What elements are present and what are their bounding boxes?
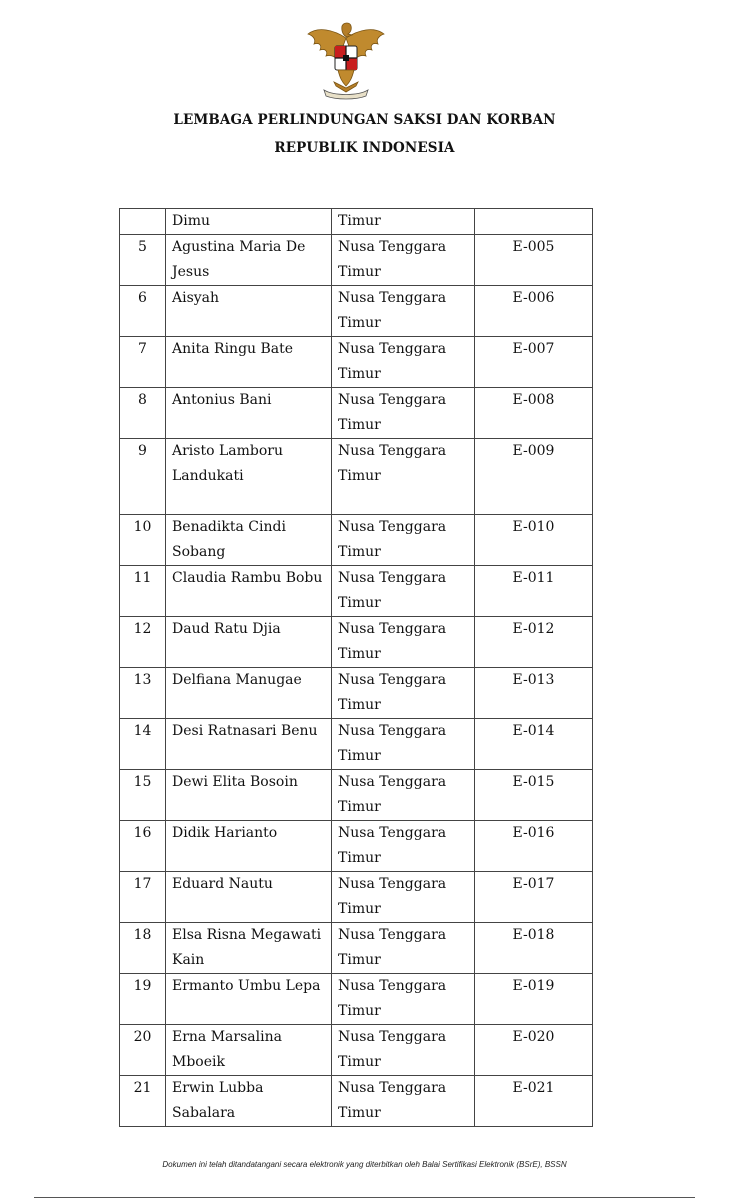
row-code: E-015 — [512, 774, 555, 790]
row-province: Nusa Tenggara Timur — [338, 341, 447, 382]
row-name-cell — [166, 1025, 332, 1076]
row-number: 16 — [133, 825, 152, 841]
row-name-cell — [166, 668, 332, 719]
row-code-cell — [475, 719, 593, 770]
row-number: 12 — [133, 621, 152, 637]
row-number-cell — [120, 515, 166, 566]
row-code-cell — [475, 439, 593, 515]
row-province-cell — [332, 515, 475, 566]
row-province-cell — [332, 668, 475, 719]
row-name: Antonius Bani — [172, 392, 272, 408]
row-number: 20 — [133, 1029, 152, 1045]
row-code: E-009 — [512, 443, 555, 459]
row-province: Nusa Tenggara Timur — [338, 1080, 447, 1121]
row-number: 9 — [138, 443, 147, 459]
row-name: Ermanto Umbu Lepa — [172, 978, 321, 994]
row-number-cell — [120, 821, 166, 872]
row-name: Desi Ratnasari Benu — [172, 723, 318, 739]
row-province-cell — [332, 439, 475, 515]
row-province: Nusa Tenggara Timur — [338, 672, 447, 713]
row-code-cell — [475, 821, 593, 872]
esign-footer-note: Dokumen ini telah ditandatangani secara elektronik yang diterbitkan oleh Balai Sertifikasi Elektronik (BSrE), BSSN — [162, 1160, 567, 1169]
row-name-cell — [166, 770, 332, 821]
row-number: 19 — [133, 978, 152, 994]
row-code-cell — [475, 337, 593, 388]
row-code-cell — [475, 668, 593, 719]
row-province: Nusa Tenggara Timur — [338, 723, 447, 764]
row-number: 6 — [138, 290, 147, 306]
row-province: Timur — [338, 213, 381, 229]
row-code-cell — [475, 515, 593, 566]
row-name: Elsa Risna Megawati Kain — [172, 927, 322, 968]
row-code: E-011 — [512, 570, 555, 586]
row-name-cell — [166, 515, 332, 566]
row-code-cell — [475, 872, 593, 923]
row-number-cell — [120, 770, 166, 821]
row-code: E-018 — [512, 927, 555, 943]
row-name: Dewi Elita Bosoin — [172, 774, 298, 790]
row-province: Nusa Tenggara Timur — [338, 978, 447, 1019]
row-name-cell — [166, 923, 332, 974]
row-code-cell — [475, 209, 593, 235]
row-name-cell — [166, 439, 332, 515]
row-number: 18 — [133, 927, 152, 943]
row-name: Daud Ratu Djia — [172, 621, 281, 637]
row-name-cell — [166, 974, 332, 1025]
row-province-cell — [332, 209, 475, 235]
row-province-cell — [332, 770, 475, 821]
header-country: REPUBLIK INDONESIA — [274, 140, 455, 156]
row-name: Aristo Lamboru Landukati — [172, 443, 283, 484]
garuda-emblem-icon — [304, 20, 388, 100]
row-province-cell — [332, 286, 475, 337]
row-province: Nusa Tenggara Timur — [338, 392, 447, 433]
document-header — [0, 106, 729, 162]
row-number-cell — [120, 439, 166, 515]
row-province-cell — [332, 617, 475, 668]
table-row — [120, 235, 593, 286]
row-number-cell — [120, 719, 166, 770]
row-number-cell — [120, 337, 166, 388]
row-name-cell — [166, 209, 332, 235]
row-name-cell — [166, 337, 332, 388]
row-name: Erna Marsalina Mboeik — [172, 1029, 282, 1070]
row-province-cell — [332, 388, 475, 439]
row-province: Nusa Tenggara Timur — [338, 443, 447, 484]
row-number-cell — [120, 235, 166, 286]
row-code: E-007 — [512, 341, 555, 357]
row-province-cell — [332, 566, 475, 617]
row-province: Nusa Tenggara Timur — [338, 825, 447, 866]
row-province-cell — [332, 974, 475, 1025]
row-number: 7 — [138, 341, 147, 357]
row-name-cell — [166, 821, 332, 872]
header-institution: LEMBAGA PERLINDUNGAN SAKSI DAN KORBAN — [173, 112, 556, 128]
row-code: E-013 — [512, 672, 555, 688]
row-name-cell — [166, 566, 332, 617]
row-code-cell — [475, 566, 593, 617]
row-code: E-010 — [512, 519, 555, 535]
row-province: Nusa Tenggara Timur — [338, 774, 447, 815]
table-row — [120, 286, 593, 337]
table-row — [120, 439, 593, 515]
row-name: Benadikta Cindi Sobang — [172, 519, 286, 560]
row-province: Nusa Tenggara Timur — [338, 876, 447, 917]
table-row — [120, 719, 593, 770]
table-row — [120, 821, 593, 872]
table-row — [120, 515, 593, 566]
row-code-cell — [475, 617, 593, 668]
row-code: E-017 — [512, 876, 555, 892]
row-province: Nusa Tenggara Timur — [338, 239, 447, 280]
row-code: E-012 — [512, 621, 555, 637]
row-number-cell — [120, 923, 166, 974]
table-row — [120, 770, 593, 821]
table-row — [120, 209, 593, 235]
row-number-cell — [120, 286, 166, 337]
row-number-cell — [120, 872, 166, 923]
row-province-cell — [332, 923, 475, 974]
row-number-cell — [120, 617, 166, 668]
row-number-cell — [120, 209, 166, 235]
row-name-cell — [166, 617, 332, 668]
row-name: Claudia Rambu Bobu — [172, 570, 323, 586]
row-number: 15 — [133, 774, 152, 790]
table-row — [120, 566, 593, 617]
row-code-cell — [475, 1076, 593, 1127]
row-name: Erwin Lubba Sabalara — [172, 1080, 264, 1121]
table-row — [120, 1025, 593, 1076]
name-list-body — [120, 209, 593, 1127]
row-code-cell — [475, 388, 593, 439]
row-name: Delfiana Manugae — [172, 672, 302, 688]
row-name: Agustina Maria De Jesus — [172, 239, 306, 280]
row-code: E-019 — [512, 978, 555, 994]
row-number: 5 — [138, 239, 147, 255]
row-province-cell — [332, 1025, 475, 1076]
row-number: 13 — [133, 672, 152, 688]
row-province: Nusa Tenggara Timur — [338, 519, 447, 560]
table-row — [120, 1076, 593, 1127]
row-code: E-014 — [512, 723, 555, 739]
row-name-cell — [166, 388, 332, 439]
table-row — [120, 974, 593, 1025]
row-code: E-016 — [512, 825, 555, 841]
table-row — [120, 923, 593, 974]
row-name: Didik Harianto — [172, 825, 278, 841]
table-row — [120, 617, 593, 668]
row-code: E-021 — [512, 1080, 555, 1096]
row-code: E-006 — [512, 290, 555, 306]
row-number-cell — [120, 974, 166, 1025]
footer-divider — [34, 1197, 695, 1198]
row-province-cell — [332, 719, 475, 770]
row-name: Eduard Nautu — [172, 876, 273, 892]
row-number-cell — [120, 388, 166, 439]
name-list-table — [119, 208, 593, 1127]
row-name-cell — [166, 235, 332, 286]
row-code-cell — [475, 286, 593, 337]
row-number: 8 — [138, 392, 147, 408]
table-row — [120, 388, 593, 439]
row-code-cell — [475, 1025, 593, 1076]
row-province: Nusa Tenggara Timur — [338, 927, 447, 968]
row-name-cell — [166, 719, 332, 770]
row-code-cell — [475, 770, 593, 821]
row-code: E-005 — [512, 239, 555, 255]
row-number: 17 — [133, 876, 152, 892]
row-number-cell — [120, 668, 166, 719]
row-name-cell — [166, 872, 332, 923]
row-province: Nusa Tenggara Timur — [338, 621, 447, 662]
row-number-cell — [120, 1076, 166, 1127]
row-province: Nusa Tenggara Timur — [338, 290, 447, 331]
row-name: Aisyah — [172, 290, 220, 306]
row-code-cell — [475, 923, 593, 974]
row-number: 21 — [133, 1080, 152, 1096]
row-province-cell — [332, 1076, 475, 1127]
row-name: Anita Ringu Bate — [172, 341, 294, 357]
table-row — [120, 337, 593, 388]
table-row — [120, 668, 593, 719]
row-code: E-008 — [512, 392, 555, 408]
row-province: Nusa Tenggara Timur — [338, 1029, 447, 1070]
row-name-cell — [166, 1076, 332, 1127]
row-code-cell — [475, 235, 593, 286]
table-row — [120, 872, 593, 923]
row-number: 14 — [133, 723, 152, 739]
row-number-cell — [120, 1025, 166, 1076]
row-number: 11 — [133, 570, 152, 586]
row-code: E-020 — [512, 1029, 555, 1045]
row-province-cell — [332, 872, 475, 923]
row-province: Nusa Tenggara Timur — [338, 570, 447, 611]
row-province-cell — [332, 337, 475, 388]
row-code-cell — [475, 974, 593, 1025]
row-name-cell — [166, 286, 332, 337]
row-name: Dimu — [172, 213, 210, 229]
row-number: 10 — [133, 519, 152, 535]
row-province-cell — [332, 235, 475, 286]
row-number-cell — [120, 566, 166, 617]
row-province-cell — [332, 821, 475, 872]
